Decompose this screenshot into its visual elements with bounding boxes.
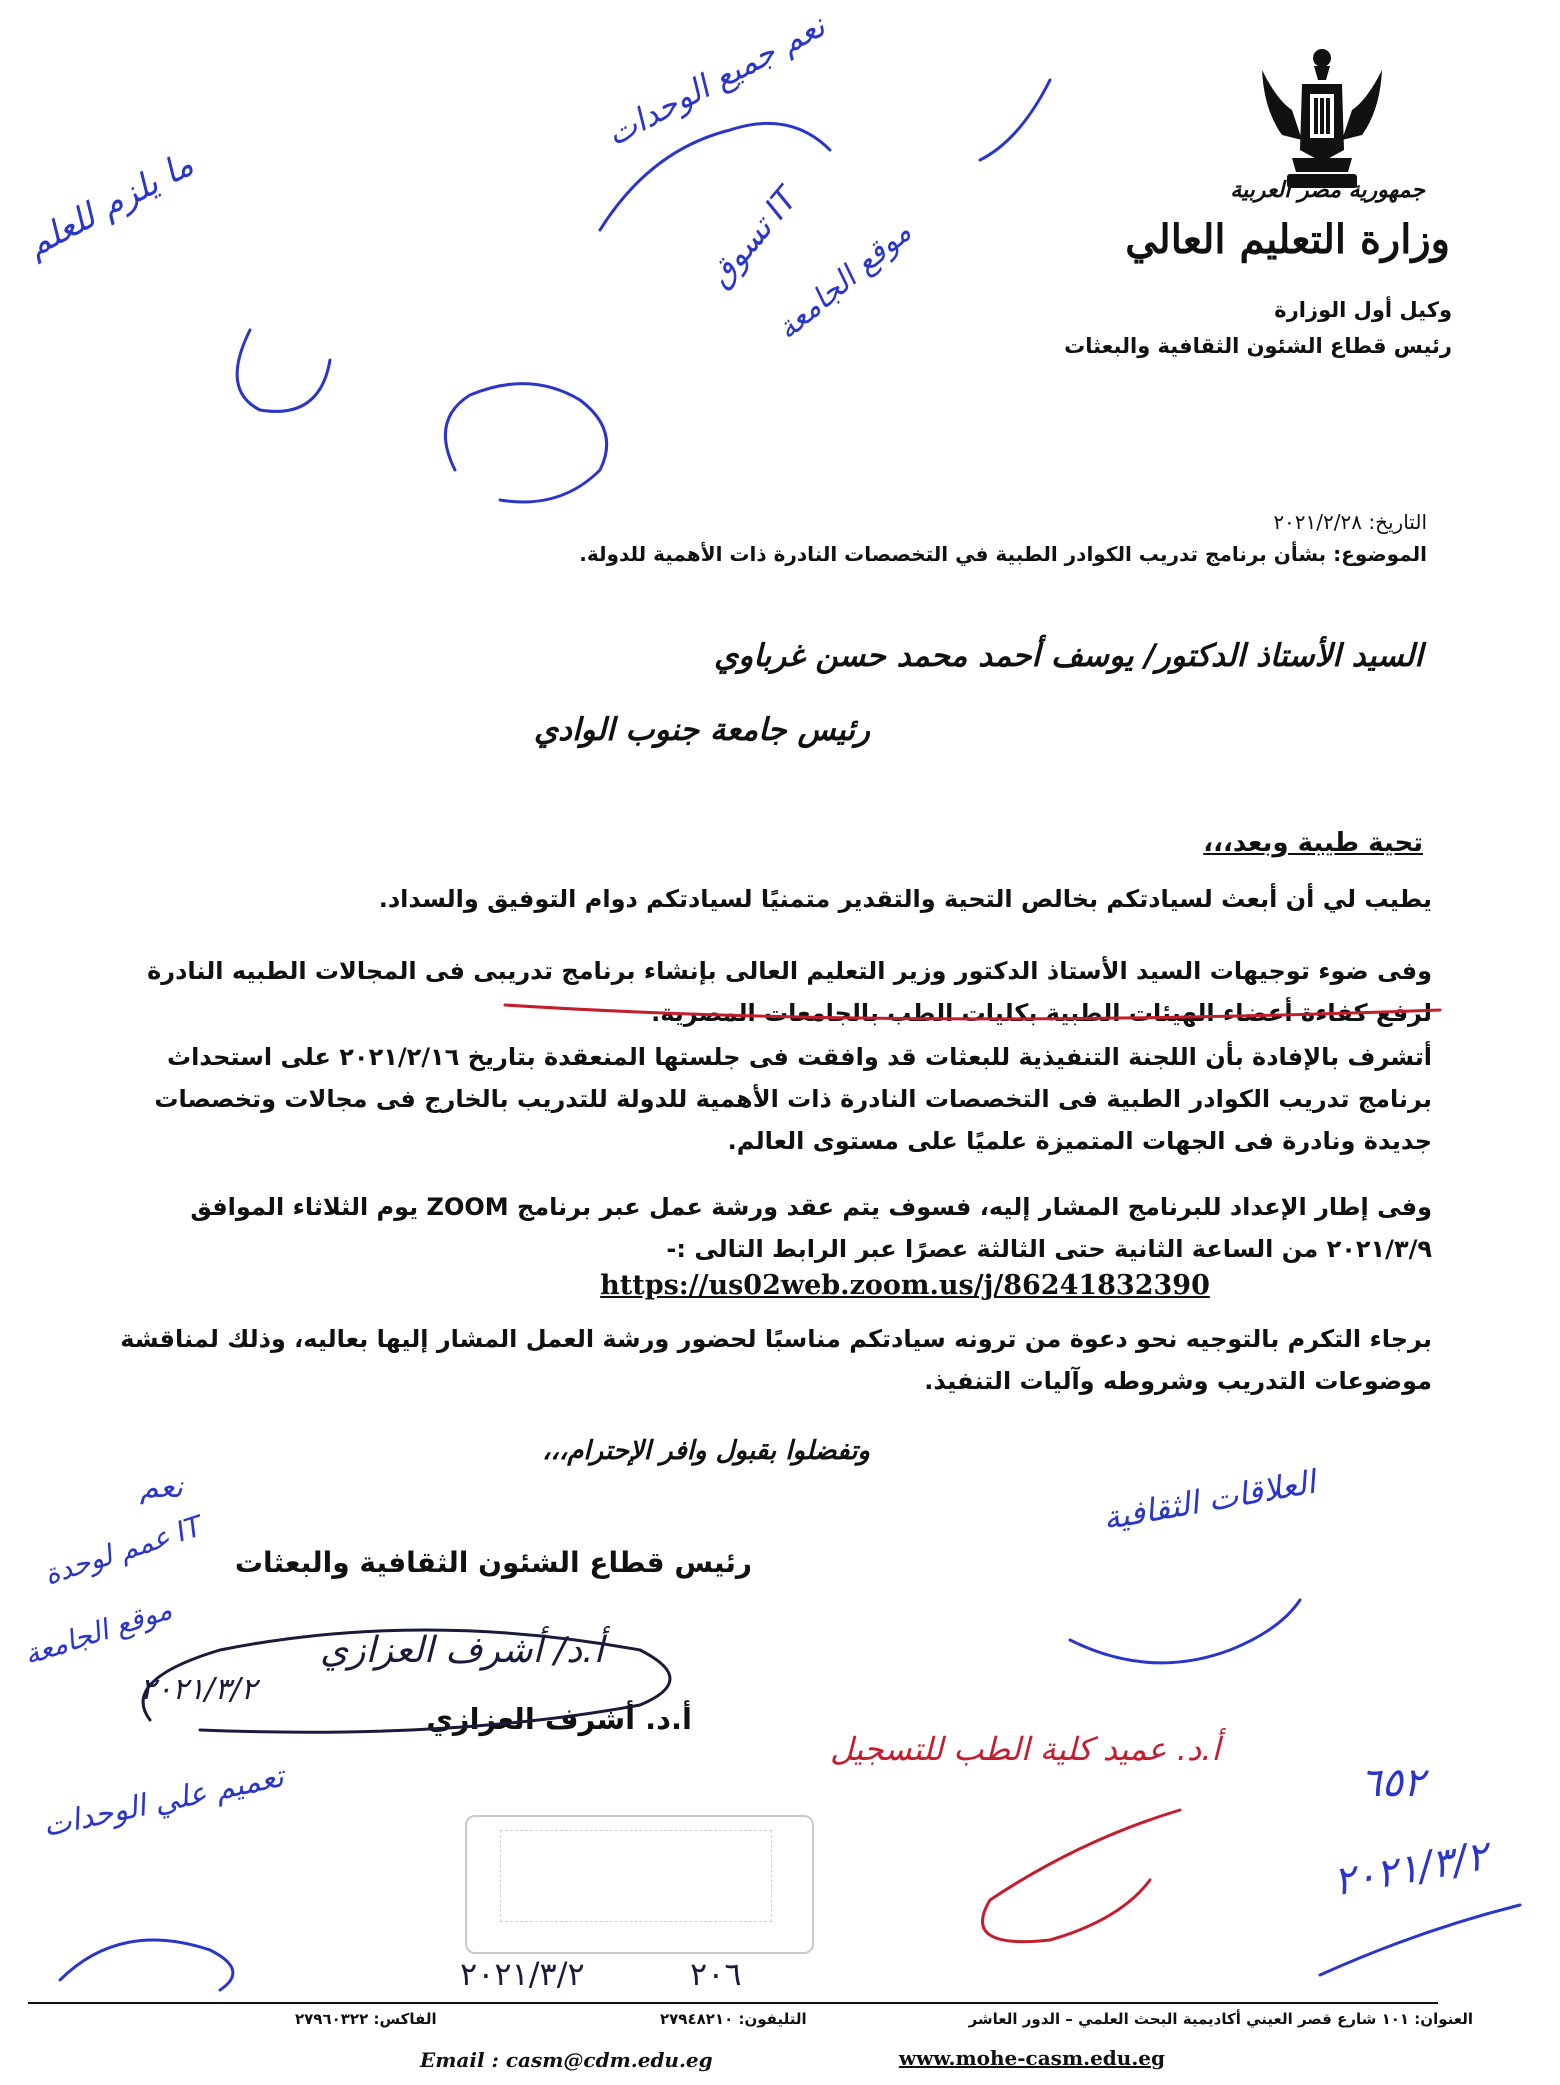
right-underline — [1320, 1905, 1520, 1975]
annotation-bottom-left-3: موقع الجامعة — [20, 1592, 176, 1672]
annotation-signature-handwritten: أ.د/ أشرف العزازي — [320, 1630, 604, 1671]
eagle-emblem-icon — [1252, 40, 1392, 200]
paragraph-1: يطيب لي أن أبعث لسيادتكم بخالص التحية والتقدير متمنيًا لسيادتكم دوام التوفيق والسداد. — [378, 885, 1432, 913]
annotation-right-number: ٦٥٢ — [1360, 1760, 1425, 1806]
footer-fax: الفاكس: ٢٧٩٦٠٣٢٢ — [295, 2010, 437, 2028]
received-stamp-inner — [500, 1830, 772, 1922]
stamp-date: ٢٠٢١/٣/٢ — [460, 1955, 585, 1993]
footer-phone: التليفون: ٢٧٩٤٨٢١٠ — [660, 2010, 807, 2028]
paragraph-3: أتشرف بالإفادة بأن اللجنة التنفيذية للبعثات قد وافقت فى جلستها المنعقدة بتاريخ ٢٠٢١/٢/١٦ على استحداث برنامج تدريب الكوادر الطبية فى التخصصات النادرة ذات الأهمية للدولة للتدريب بالخارج فى مجالات وتخصصات جديدة ونادرة فى الجهات المتميزة علميًا على مستوى العالم. — [154, 1043, 1432, 1155]
footer-email[interactable]: Email : casm@cdm.edu.eg — [420, 2048, 713, 2072]
greeting: تحية طيبة وبعد،،، — [1203, 828, 1423, 858]
recipient-title: رئيس جامعة جنوب الوادي — [533, 712, 870, 748]
paragraph-5: برجاء التكرم بالتوجيه نحو دعوة من ترونه سيادتكم مناسبًا لحضور ورشة العمل المشار إليها بعاليه، وذلك لمناقشة موضوعات التدريب وشروطه وآليات التنفيذ. — [120, 1325, 1432, 1395]
footer-divider — [28, 2002, 1438, 2004]
annotation-bottom-left-date: ٢٠٢١/٣/٢ — [140, 1672, 257, 1707]
right-loop — [1070, 1600, 1300, 1663]
annotation-top-center-2: تسوق IT — [700, 179, 805, 295]
annotation-bottom-left-1: نعم — [140, 1470, 183, 1505]
letter-date: التاريخ: ٢٠٢١/٢/٢٨ — [1273, 510, 1427, 534]
header-deputy-title: وكيل أول الوزارة — [1274, 298, 1452, 322]
paragraph-2: وفى ضوء توجيهات السيد الأستاذ الدكتور وزير التعليم العالى بإنشاء برنامج تدريبى فى المجالات الطبيه النادرة لرفع كفاءة أعضاء الهيئات الطبية بكليات الطب بالجامعات المصرية. — [147, 957, 1432, 1027]
annotation-right-date: ٢٠٢١/٣/٢ — [1330, 1832, 1492, 1906]
zoom-link[interactable]: https://us02web.zoom.us/j/86241832390 — [600, 1270, 1210, 1301]
annotation-top-left: ما يلزم للعلم — [20, 144, 201, 266]
annotation-right-2: أ.د. عميد كلية الطب للتسجيل — [830, 1730, 1221, 1768]
annotation-top-center-1: نعم جميع الوحدات — [600, 6, 832, 154]
signature-title: رئيس قطاع الشئون الثقافية والبعثات — [234, 1546, 752, 1579]
paragraph-4: وفى إطار الإعداد للبرنامج المشار إليه، فسوف يتم عقد ورشة عمل عبر برنامج ZOOM يوم الثلاثاء الموافق ٢٠٢١/٣/٩ من الساعة الثانية حتى الثالثة عصرًا عبر الرابط التالى :- — [190, 1193, 1432, 1263]
closing-line: وتفضلوا بقبول وافر الإحترام،،، — [542, 1436, 870, 1466]
header-republic: جمهورية مصر العربية — [1230, 178, 1425, 203]
signature-name: أ.د. أشرف العزازي — [426, 1702, 692, 1736]
annotation-top-center-3: موقع الجامعة — [770, 214, 919, 347]
bottom-left-curve — [60, 1940, 233, 1990]
stamp-number: ٢٠٦ — [690, 1955, 742, 1993]
annotation-right-1: العلاقات الثقافية — [1100, 1462, 1319, 1538]
annotation-bottom-left-2: عمم لوحدة IT — [40, 1509, 207, 1592]
letter-subject: الموضوع: بشأن برنامج تدريب الكوادر الطبية في التخصصات النادرة ذات الأهمية للدولة. — [579, 542, 1427, 566]
header-sector-head: رئيس قطاع الشئون الثقافية والبعثات — [1064, 334, 1452, 358]
red-signature — [983, 1810, 1181, 1942]
top-center-hook — [980, 80, 1050, 160]
annotation-bottom-left-4: تعميم علي الوحدات — [40, 1759, 287, 1845]
footer-address: العنوان: ١٠١ شارع قصر العيني أكاديمية البحث العلمي – الدور العاشر — [968, 2010, 1473, 2028]
top-left-curve — [237, 330, 330, 411]
top-center-loop — [445, 384, 606, 502]
recipient-name: السيد الأستاذ الدكتور/ يوسف أحمد محمد حسن غرباوي — [713, 638, 1423, 674]
header-ministry: وزارة التعليم العالي — [1125, 216, 1450, 263]
footer-website-link[interactable]: www.mohe-casm.edu.eg — [898, 2046, 1165, 2070]
